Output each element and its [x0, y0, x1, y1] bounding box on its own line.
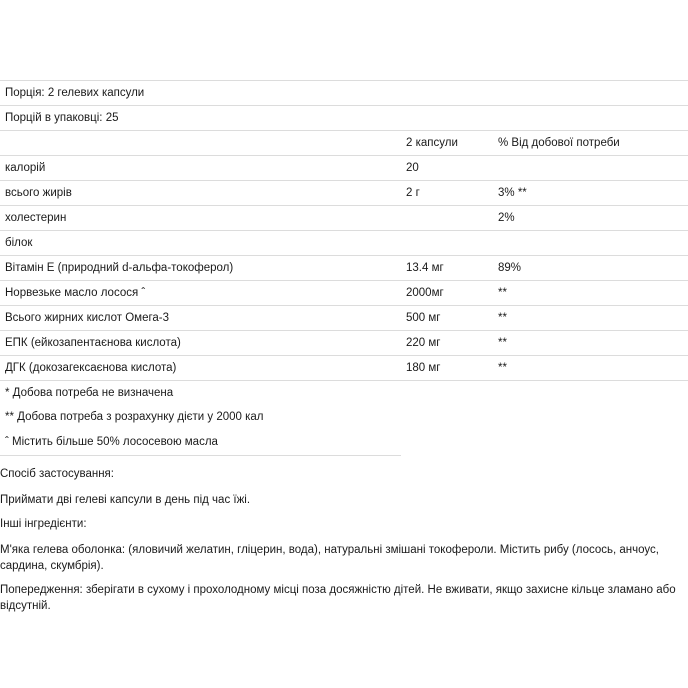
nutrient-amount: 500 мг [406, 312, 441, 324]
nutrient-amount: 2000мг [406, 287, 444, 299]
footnote-row [0, 380, 688, 405]
nutrient-name: Всього жирних кислот Омега-3 [5, 312, 170, 324]
nutrient-name: калорій [5, 162, 46, 174]
footnote-row [0, 405, 688, 430]
nutrient-dv: ** [498, 362, 507, 374]
nutrient-row [0, 255, 688, 280]
nutrient-amount: 180 мг [406, 362, 441, 374]
footnote-daily-value: ** Добова потреба з розрахунку дієти у 2000 кал [5, 411, 264, 423]
footnote-row [0, 430, 688, 455]
footnote-not-established: * Добова потреба не визначена [5, 387, 174, 399]
nutrient-dv: ** [498, 287, 507, 299]
other-ingredients-text: М'яка гелева оболонка: (яловичий желатин, гліцерин, вода), натуральні змішані токофероли. Містить рибу (лосось, анчоус, сардина, скумбрія). [0, 544, 659, 572]
nutrient-name: ДГК (докозагексаєнова кислота) [5, 362, 177, 374]
usage-text: Приймати дві гелеві капсули в день під час їжі. [0, 494, 251, 506]
nutrient-name: холестерин [5, 212, 67, 224]
nutrient-row [0, 230, 688, 255]
column-header-row [0, 130, 688, 155]
serving-size: Порція: 2 гелевих капсули [5, 87, 145, 99]
usage-heading: Спосіб застосування: [0, 468, 114, 480]
footnote-salmon-oil: ˆ Містить більше 50% лососевою масла [5, 436, 218, 448]
nutrient-row [0, 155, 688, 180]
nutrient-name: Норвезьке масло лосося ˆ [5, 287, 146, 299]
nutrient-amount: 2 г [406, 187, 420, 199]
nutrient-name: Вітамін Е (природний d-альфа-токоферол) [5, 262, 234, 274]
nutrient-row [0, 280, 688, 305]
servings-per-container-row [0, 105, 688, 130]
nutrient-row [0, 205, 688, 230]
nutrient-row [0, 330, 688, 355]
nutrient-amount: 13.4 мг [406, 262, 444, 274]
serving-size-row [0, 80, 688, 105]
other-ingredients-heading: Інші інгредієнти: [0, 518, 87, 530]
nutrient-amount: 220 мг [406, 337, 441, 349]
nutrient-dv: 2% [498, 212, 515, 224]
nutrient-amount: 20 [406, 162, 419, 174]
amount-column-header: 2 капсули [406, 137, 458, 149]
nutrient-dv: 3% ** [498, 187, 527, 199]
nutrient-row [0, 305, 688, 330]
footnote-divider [0, 455, 401, 456]
nutrient-name: всього жирів [5, 187, 72, 199]
nutrient-dv: ** [498, 337, 507, 349]
nutrient-name: білок [5, 237, 33, 249]
nutrient-dv: ** [498, 312, 507, 324]
warning-text: Попередження: зберігати в сухому і прохолодному місці поза досяжністю дітей. Не вживати, якщо захисне кільце зламано або відсутній. [0, 584, 676, 612]
servings-per-container: Порцій в упаковці: 25 [5, 112, 119, 124]
nutrient-row [0, 180, 688, 205]
nutrient-name: ЕПК (ейкозапентаєнова кислота) [5, 337, 181, 349]
supplement-facts-panel [0, 80, 688, 455]
nutrient-dv: 89% [498, 262, 522, 274]
nutrient-row [0, 355, 688, 380]
dv-column-header: % Від добової потреби [498, 137, 620, 149]
